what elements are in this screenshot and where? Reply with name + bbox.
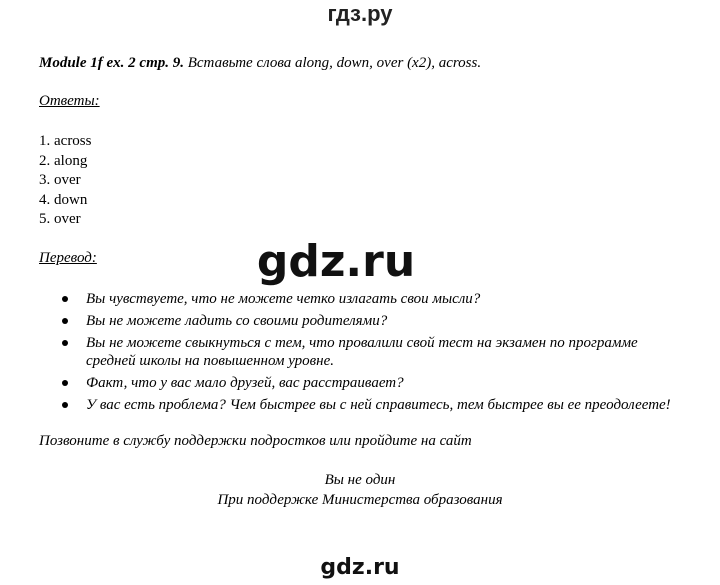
watermark-bottom: gdz.ru [320, 555, 400, 580]
answer-item: 1. across [39, 133, 92, 149]
bullet-dot-icon [62, 296, 68, 302]
task-instruction: Вставьте слова along, down, over (x2), across. [187, 55, 482, 71]
bullet-item [39, 312, 679, 330]
bullet-item [39, 334, 679, 370]
bullet-item [39, 290, 679, 308]
answer-item: 4. down [39, 191, 88, 208]
bullet-text: Факт, что у вас мало друзей, вас расстраивает? [86, 375, 404, 391]
bullet-text: Вы не можете свыкнуться с тем, что провалили свой тест на экзамен по программе средней школы на повышенном уровне. [86, 335, 638, 369]
site-header-title: гдз.ру [327, 1, 393, 26]
ministry-line: При поддержке Министерства образования [217, 492, 503, 508]
answers-heading: Ответы: [39, 93, 100, 109]
translation-heading: Перевод: [39, 250, 97, 266]
not-alone-line: Вы не один [324, 472, 396, 488]
answer-item: 3. over [39, 172, 81, 188]
bullet-item [39, 396, 679, 414]
answer-item: 2. along [39, 152, 88, 169]
bullet-text: У вас есть проблема? Чем быстрее вы с ней справитесь, тем быстрее вы ее преодолеете! [86, 397, 671, 413]
bullet-text: Вы чувствуете, что не можете четко излагать свои мысли? [86, 291, 481, 307]
bullet-item [39, 374, 679, 392]
watermark-middle: gdz.ru [256, 236, 416, 287]
bullet-dot-icon [62, 340, 68, 346]
answers-list [39, 132, 92, 230]
answer-item: 5. over [39, 211, 81, 227]
translation-bullet-list [39, 290, 679, 418]
bullet-dot-icon [62, 380, 68, 386]
bullet-dot-icon [62, 402, 68, 408]
call-to-action: Позвоните в службу поддержки подростков или пройдите на сайт [39, 433, 472, 449]
task-label: Module 1f ex. 2 стр. 9. [39, 55, 184, 71]
task-line [39, 54, 481, 72]
bullet-text: Вы не можете ладить со своими родителями? [86, 313, 388, 329]
bullet-dot-icon [62, 318, 68, 324]
